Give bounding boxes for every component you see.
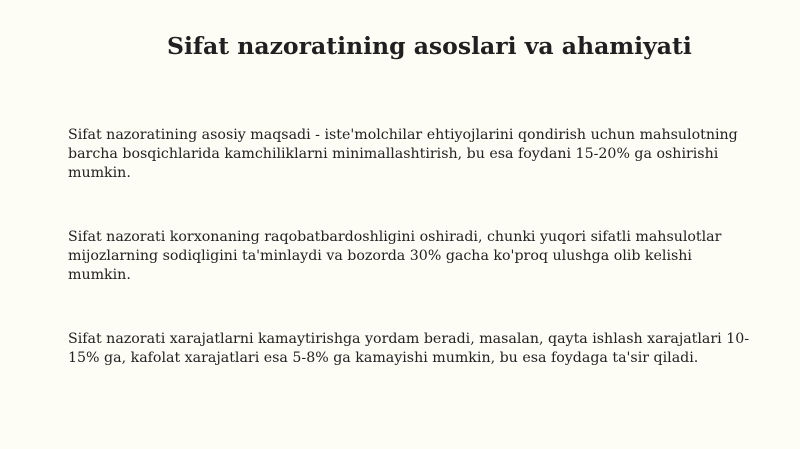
- paragraph-cost-reduction: Sifat nazorati xarajatlarni kamaytirishga yordam beradi, masalan, qayta ishlash xarajatlari 10-15% ga, kafolat xarajatlari esa 5-8% ga kamayishi mumkin, bu esa foydaga ta'sir qiladi.: [68, 331, 750, 366]
- paragraph-competitiveness: Sifat nazorati korxonaning raqobatbardoshligini oshiradi, chunki yuqori sifatli mahsulotlar mijozlarning sodiqligini ta'minlaydi va bozorda 30% gacha ko'proq ulushga olib kelishi mumkin.: [68, 229, 722, 283]
- paragraph-quality-goal: Sifat nazoratining asosiy maqsadi - iste'molchilar ehtiyojlarini qondirish uchun mahsulotning barcha bosqichlarida kamchiliklarni minimallashtirish, bu esa foydani 15-20% ga oshirishi mumkin.: [68, 127, 738, 181]
- slide-title: Sifat nazoratining asoslari va ahamiyati: [167, 32, 692, 60]
